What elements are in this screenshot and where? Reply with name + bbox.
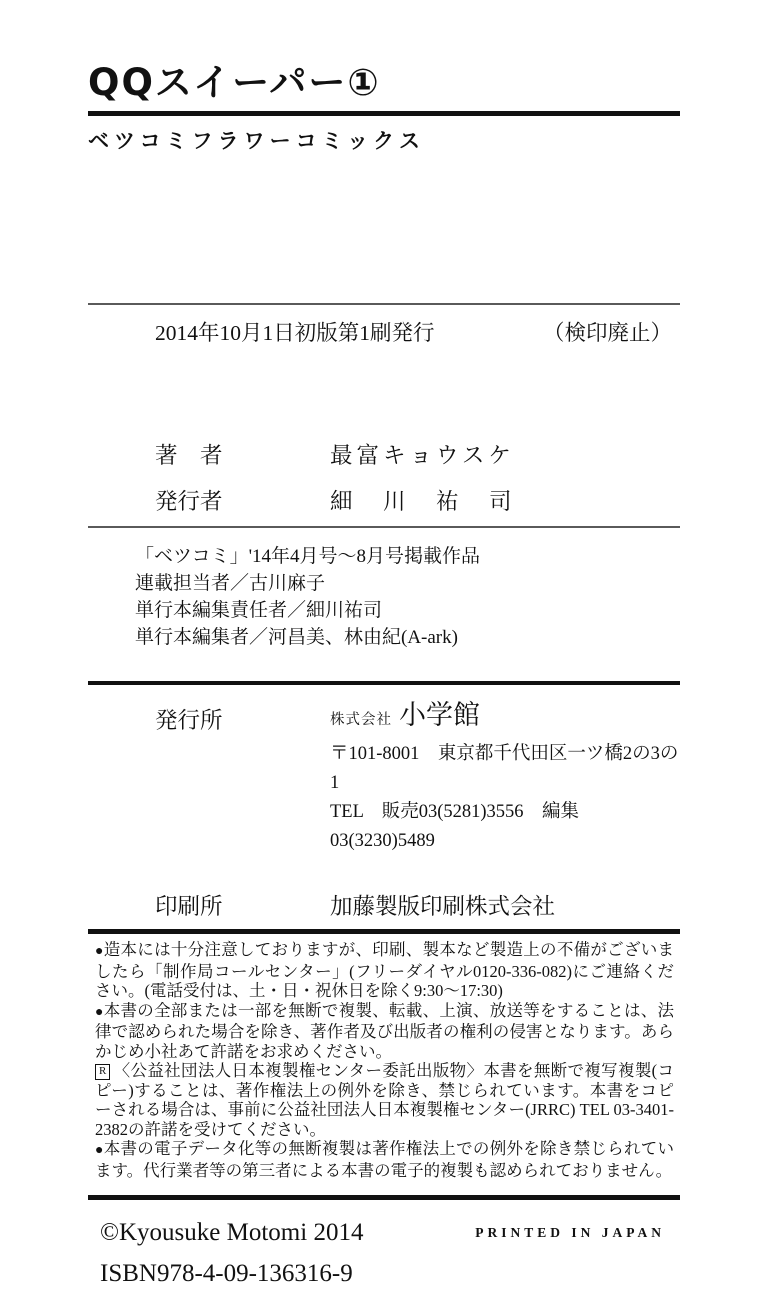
imprint-label: ベツコミフラワーコミックス	[88, 129, 425, 153]
publisher-row	[88, 698, 680, 856]
copyright-line: ©Kyousuke Motomi 2014	[100, 1219, 364, 1246]
serial-line: 単行本編集責任者／細川祐司	[135, 600, 383, 621]
notice-paragraph: ●造本には十分注意しておりますが、印刷、製本など製造上の不備がございましたら「制作局コールセンター」(フリーダイヤル0120-336-082)にご連絡ください。(電話受付は、土・日・祝休日を除く9:30～17:30)	[95, 940, 675, 1000]
credits-divider	[88, 526, 680, 528]
isbn-line: ISBN978-4-09-136316-9	[100, 1260, 353, 1287]
author-name: 最富キョウスケ	[330, 443, 515, 468]
serial-line: 連載担当者／古川麻子	[135, 573, 326, 594]
registered-box-icon: R	[95, 1064, 110, 1080]
edition-note: （検印廃止）	[542, 321, 672, 345]
printer-name: 加藤製版印刷株式会社	[330, 894, 556, 919]
printer-row	[88, 892, 680, 922]
issuer-label: 発行者	[155, 489, 223, 514]
notice-paragraph: ●本書の全部または一部を無断で複製、転載、上演、放送等をすることは、法律で認められた場合を除き、著作者及び出版者の権利の侵害となります。あらかじめ小社あて許諾をお求めください。	[95, 1000, 675, 1061]
edition-divider	[88, 303, 680, 305]
footer	[88, 1216, 680, 1291]
issuer-row	[88, 486, 680, 518]
issuer-name: 細 川 祐 司	[330, 489, 516, 514]
bullet-icon: ●	[95, 944, 104, 959]
title-divider	[88, 111, 680, 116]
notices-bottom-divider	[88, 1195, 680, 1200]
printed-in-japan: PRINTED IN JAPAN	[475, 1225, 665, 1240]
author-label: 著 者	[155, 443, 223, 468]
book-title: QQスイーパー①	[88, 61, 381, 104]
legal-notices	[88, 934, 680, 1188]
printer-label: 印刷所	[155, 894, 223, 919]
serial-line: 単行本編集者／河昌美、林由紀(A-ark)	[135, 627, 458, 648]
notice-paragraph: R 〈公益社団法人日本複製権センター委託出版物〉本書を無断で複写複製(コピー)することは、著作権法上の例外を除き、禁じられています。本書をコピーされる場合は、事前に公益社団法人日本複製権センター(JRRC) TEL 03-3401-2382の許諾を受けてください。	[95, 1061, 674, 1139]
company-address: 〒101-8001 東京都千代田区一ツ橋2の3の1	[330, 744, 679, 793]
edition-date: 2014年10月1日初版第1刷発行	[155, 321, 435, 345]
company-name: 小学館	[399, 700, 480, 730]
notice-paragraph: ●本書の電子データ化等の無断複製は著作権法上での例外を除き禁じられています。代行業者等の第三者による本書の電子的複製も認められておりません。	[95, 1139, 675, 1180]
company-tel: TEL 販売03(5281)3556 編集03(3230)5489	[330, 802, 580, 851]
bullet-icon: ●	[95, 1004, 104, 1020]
author-row	[88, 440, 680, 472]
bullet-icon: ●	[95, 1143, 104, 1158]
serial-line: 「ベツコミ」'14年4月号～8月号掲載作品	[135, 546, 481, 567]
company-prefix: 株式会社	[330, 712, 392, 728]
serialization-block	[88, 543, 680, 651]
publisher-divider	[88, 681, 680, 685]
publishing-office-label: 発行所	[155, 708, 223, 733]
